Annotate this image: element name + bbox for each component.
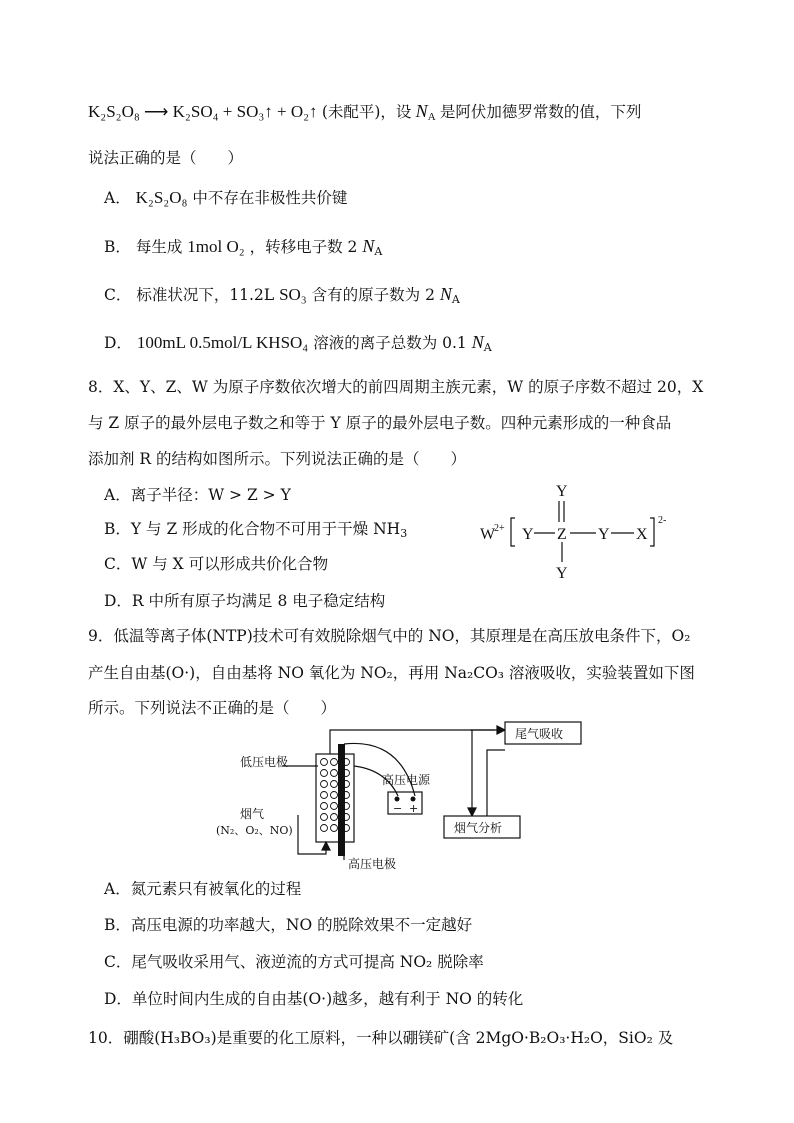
subscript: 3 <box>400 527 408 540</box>
q8-option-d: D．R 中所有原子均满足 8 电子稳定结构 <box>104 592 386 610</box>
arrowhead <box>497 726 505 734</box>
na-symbol: N <box>471 332 484 352</box>
atom-z: Z <box>557 526 567 543</box>
q7-stem-line1 <box>88 100 641 123</box>
option-text: 溶液的离子总数为 0.1 <box>313 334 467 352</box>
na-sub: A <box>427 111 436 123</box>
label-tail-absorb: 尾气吸收 <box>515 727 564 741</box>
atom-y-top: Y <box>556 483 568 500</box>
left-bracket <box>511 518 515 546</box>
option-text: B．Y 与 Z 形成的化合物不可用于干燥 NH <box>104 520 401 538</box>
terminal-minus <box>395 797 400 802</box>
q7-stem-tail: (未配平)，设 <box>321 103 412 121</box>
q7-option-c <box>104 283 460 306</box>
option-text: 标准状况下，11.2L <box>136 286 275 304</box>
q7-option-b <box>104 235 382 258</box>
q7-stem-tail2: 是阿伏加德罗常数的值，下列 <box>439 103 642 121</box>
formula: K₂S₂O₈ <box>135 188 188 207</box>
q8-option-c: C．W 与 X 可以形成共价化合物 <box>104 555 329 573</box>
na-sub: A <box>451 293 460 306</box>
cation-w: W <box>480 526 496 543</box>
q8-stem-line2: 与 Z 原子的最外层电子数之和等于 Y 原子的最外层电子数。四种元素形成的一种食品 <box>88 414 672 432</box>
option-text: ，转移电子数 2 <box>249 238 358 256</box>
r-structure-diagram <box>470 478 690 586</box>
formula: 1mol O₂ <box>187 237 245 256</box>
label-plus: + <box>409 802 419 815</box>
option-label: C． <box>104 286 132 304</box>
q7-option-a <box>104 187 347 209</box>
q9-stem-line3: 所示。下列说法不正确的是（ ） <box>88 699 337 717</box>
anion-charge: 2- <box>658 515 667 526</box>
q9-option-a: A．氮元素只有被氧化的过程 <box>104 880 302 898</box>
atom-y-left: Y <box>522 526 534 543</box>
label-high-electrode: 高压电极 <box>348 857 397 871</box>
option-text: 含有的原子数为 2 <box>311 286 435 304</box>
high-voltage-electrode <box>338 744 345 856</box>
option-label: A． <box>104 189 131 207</box>
analysis-return <box>487 750 505 816</box>
q9-option-d: D．单位时间内生成的自由基(O·)越多，越有利于 NO 的转化 <box>104 990 524 1008</box>
na-sub: A <box>374 245 383 258</box>
label-low-electrode: 低压电极 <box>240 755 289 769</box>
arrowhead <box>468 808 476 816</box>
atom-y-right: Y <box>598 526 610 543</box>
atom-y-bottom: Y <box>556 565 568 582</box>
gas-outlet-pipe <box>330 730 505 754</box>
ntp-apparatus-diagram <box>210 720 590 872</box>
option-label: B． <box>104 238 131 256</box>
option-label: D． <box>104 334 132 352</box>
option-text: 每生成 <box>135 238 183 256</box>
q9-stem-line2: 产生自由基(O·)，自由基将 NO 氧化为 NO₂，再用 Na₂CO₃ 溶液吸收，实验装置如下图 <box>88 664 695 682</box>
q9-option-b: B．高压电源的功率越大，NO 的脱除效果不一定越好 <box>104 916 473 934</box>
q9-stem-line1: 9．低温等离子体(NTP)技术可有效脱除烟气中的 NO，其原理是在高压放电条件下，O₂ <box>88 627 691 645</box>
q7-equation: K₂S₂O₈ ⟶ K₂SO₄ + SO₃↑ + O₂↑ <box>88 102 318 121</box>
terminal-plus <box>411 797 416 802</box>
arrowhead <box>322 842 330 850</box>
q10-stem-line1: 10．硼酸(H₃BO₃)是重要的化工原料，一种以硼镁矿(含 2MgO·B₂O₃·H₂O，SiO₂ 及 <box>88 1029 674 1047</box>
cation-charge: 2+ <box>494 523 505 534</box>
q9-option-c: C．尾气吸收采用气、液逆流的方式可提高 NO₂ 脱除率 <box>104 953 484 971</box>
q7-stem-line2: 说法正确的是（ ） <box>88 149 244 167</box>
label-minus: − <box>393 802 403 815</box>
na-symbol: N <box>439 284 452 304</box>
atom-x: X <box>636 526 648 543</box>
label-flue-analysis: 烟气分析 <box>454 821 503 835</box>
q8-option-a: A．离子半径：W > Z > Y <box>104 486 291 504</box>
right-bracket <box>650 518 654 546</box>
label-high-source: 高压电源 <box>382 773 431 787</box>
option-text: 中不存在非极性共价键 <box>192 189 348 207</box>
label-flue-gas-comp: (N₂、O₂、NO) <box>216 824 293 837</box>
label-flue-gas: 烟气 <box>240 807 265 821</box>
na-symbol: N <box>362 236 375 256</box>
na-sub: A <box>483 341 492 354</box>
formula: SO₃ <box>279 285 307 304</box>
q7-option-d <box>104 331 492 354</box>
na-symbol: N <box>415 101 428 121</box>
q8-stem-line1: 8．X、Y、Z、W 为原子序数依次增大的前四周期主族元素，W 的原子序数不超过 20，X <box>88 378 704 396</box>
formula: 100mL 0.5mol/L KHSO₄ <box>136 333 309 352</box>
hv-wire <box>344 743 415 796</box>
q8-option-b <box>104 518 407 540</box>
q8-stem-line3: 添加剂 R 的结构如图所示。下列说法正确的是（ ） <box>88 450 467 468</box>
